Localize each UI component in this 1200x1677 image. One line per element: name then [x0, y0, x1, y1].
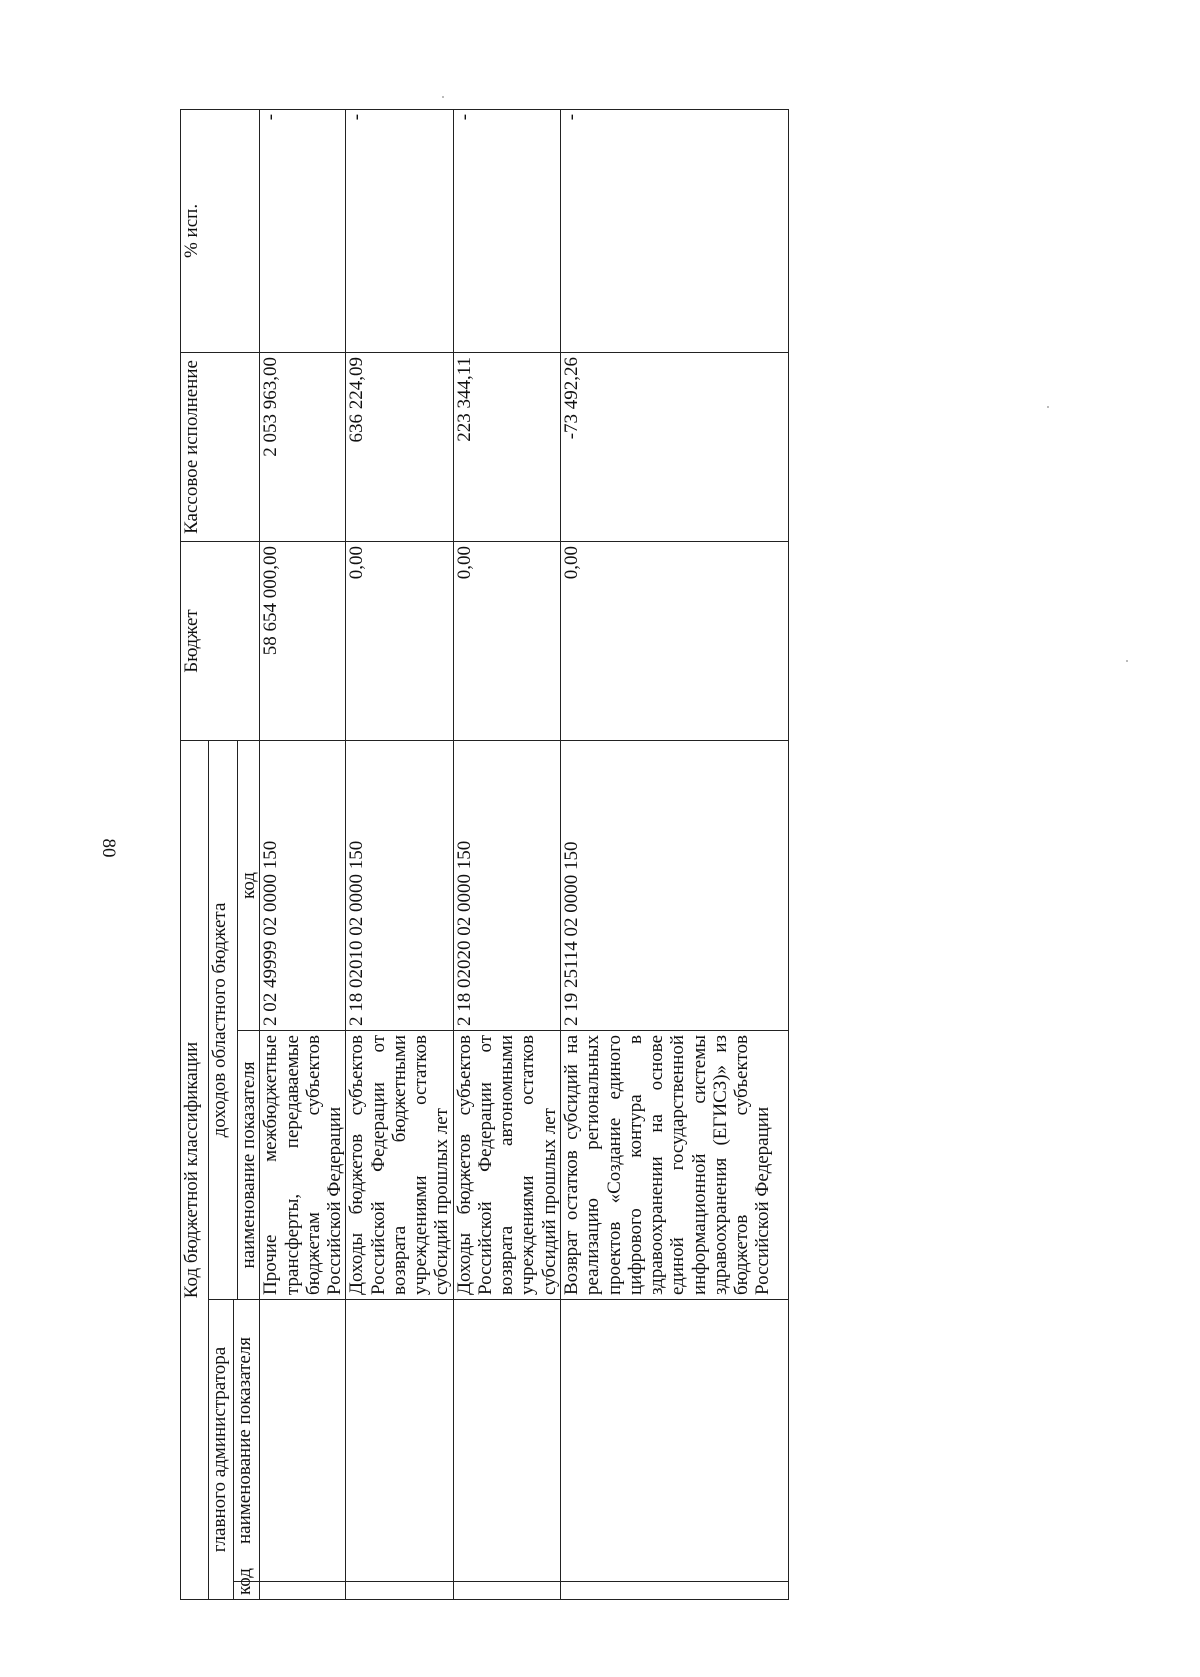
row-budget-value: 0,00: [560, 541, 788, 740]
row-cash-value: -73 492,26: [560, 352, 788, 541]
header-classification-code: Код бюджетной классификации: [181, 740, 209, 1599]
scan-speck: [1047, 406, 1049, 408]
row-indicator-name: Доходы бюджетов субъектов Российской Федерации от возврата бюджетными учреждениями остатков субсидий прошлых лет: [346, 1031, 453, 1300]
header-percent-execution: % исп.: [181, 109, 260, 352]
header-cash-execution: Кассовое исполнение: [181, 352, 260, 541]
row-revenue-code: 2 19 25114 02 0000 150: [560, 740, 788, 1030]
page-number: 80: [98, 838, 119, 858]
header-regional-revenues: доходов областного бюджета: [209, 740, 238, 1299]
header-admin-code: код: [234, 1582, 260, 1600]
table-row: [560, 109, 788, 1599]
row-revenue-code: 2 18 02010 02 0000 150: [346, 740, 453, 1030]
row-admin-code: [346, 1582, 453, 1600]
row-cash-value: 223 344,11: [453, 352, 560, 541]
row-admin-code: [560, 1582, 788, 1600]
table-row: [453, 109, 560, 1599]
row-revenue-code: 2 18 02020 02 0000 150: [453, 740, 560, 1030]
header-indicator-name: наименование показателя: [238, 1031, 260, 1300]
row-indicator-name: Возврат остатков субсидий на реализацию региональных проектов «Создание единого цифрового контура в здравоохранении на основе единой государственной информационной системы здравоохранения (ЕГИСЗ)» из бюджетов субъектов Российской Федерации: [560, 1031, 788, 1300]
row-percent-value: -: [453, 109, 560, 352]
row-percent-value: -: [560, 109, 788, 352]
header-budget: Бюджет: [181, 541, 260, 740]
row-indicator-name: Доходы бюджетов субъектов Российской Федерации от возврата автономными учреждениями остатков субсидий прошлых лет: [453, 1031, 560, 1300]
rotated-table-container: [180, 110, 774, 1600]
row-admin-code: [453, 1582, 560, 1600]
row-indicator-name: Прочие межбюджетные трансферты, передаваемые бюджетам субъектов Российской Федерации: [260, 1031, 346, 1300]
row-cash-value: 636 224,09: [346, 352, 453, 541]
budget-revenue-table: [180, 109, 789, 1600]
header-revenue-code: код: [238, 740, 260, 1030]
scan-speck: [1126, 660, 1128, 662]
header-chief-administrator: главного администратора: [209, 1300, 234, 1600]
row-admin-name: [560, 1300, 788, 1582]
scan-speck: [442, 96, 444, 98]
row-revenue-code: 2 02 49999 02 0000 150: [260, 740, 346, 1030]
row-budget-value: 0,00: [346, 541, 453, 740]
row-budget-value: 58 654 000,00: [260, 541, 346, 740]
row-admin-name: [453, 1300, 560, 1582]
row-admin-name: [346, 1300, 453, 1582]
row-percent-value: -: [260, 109, 346, 352]
row-budget-value: 0,00: [453, 541, 560, 740]
table-row: [346, 109, 453, 1599]
header-admin-indicator-name: наименование показателя: [234, 1300, 260, 1582]
table-row: [260, 109, 346, 1599]
row-percent-value: -: [346, 109, 453, 352]
row-admin-code: [260, 1582, 346, 1600]
row-admin-name: [260, 1300, 346, 1582]
row-cash-value: 2 053 963,00: [260, 352, 346, 541]
